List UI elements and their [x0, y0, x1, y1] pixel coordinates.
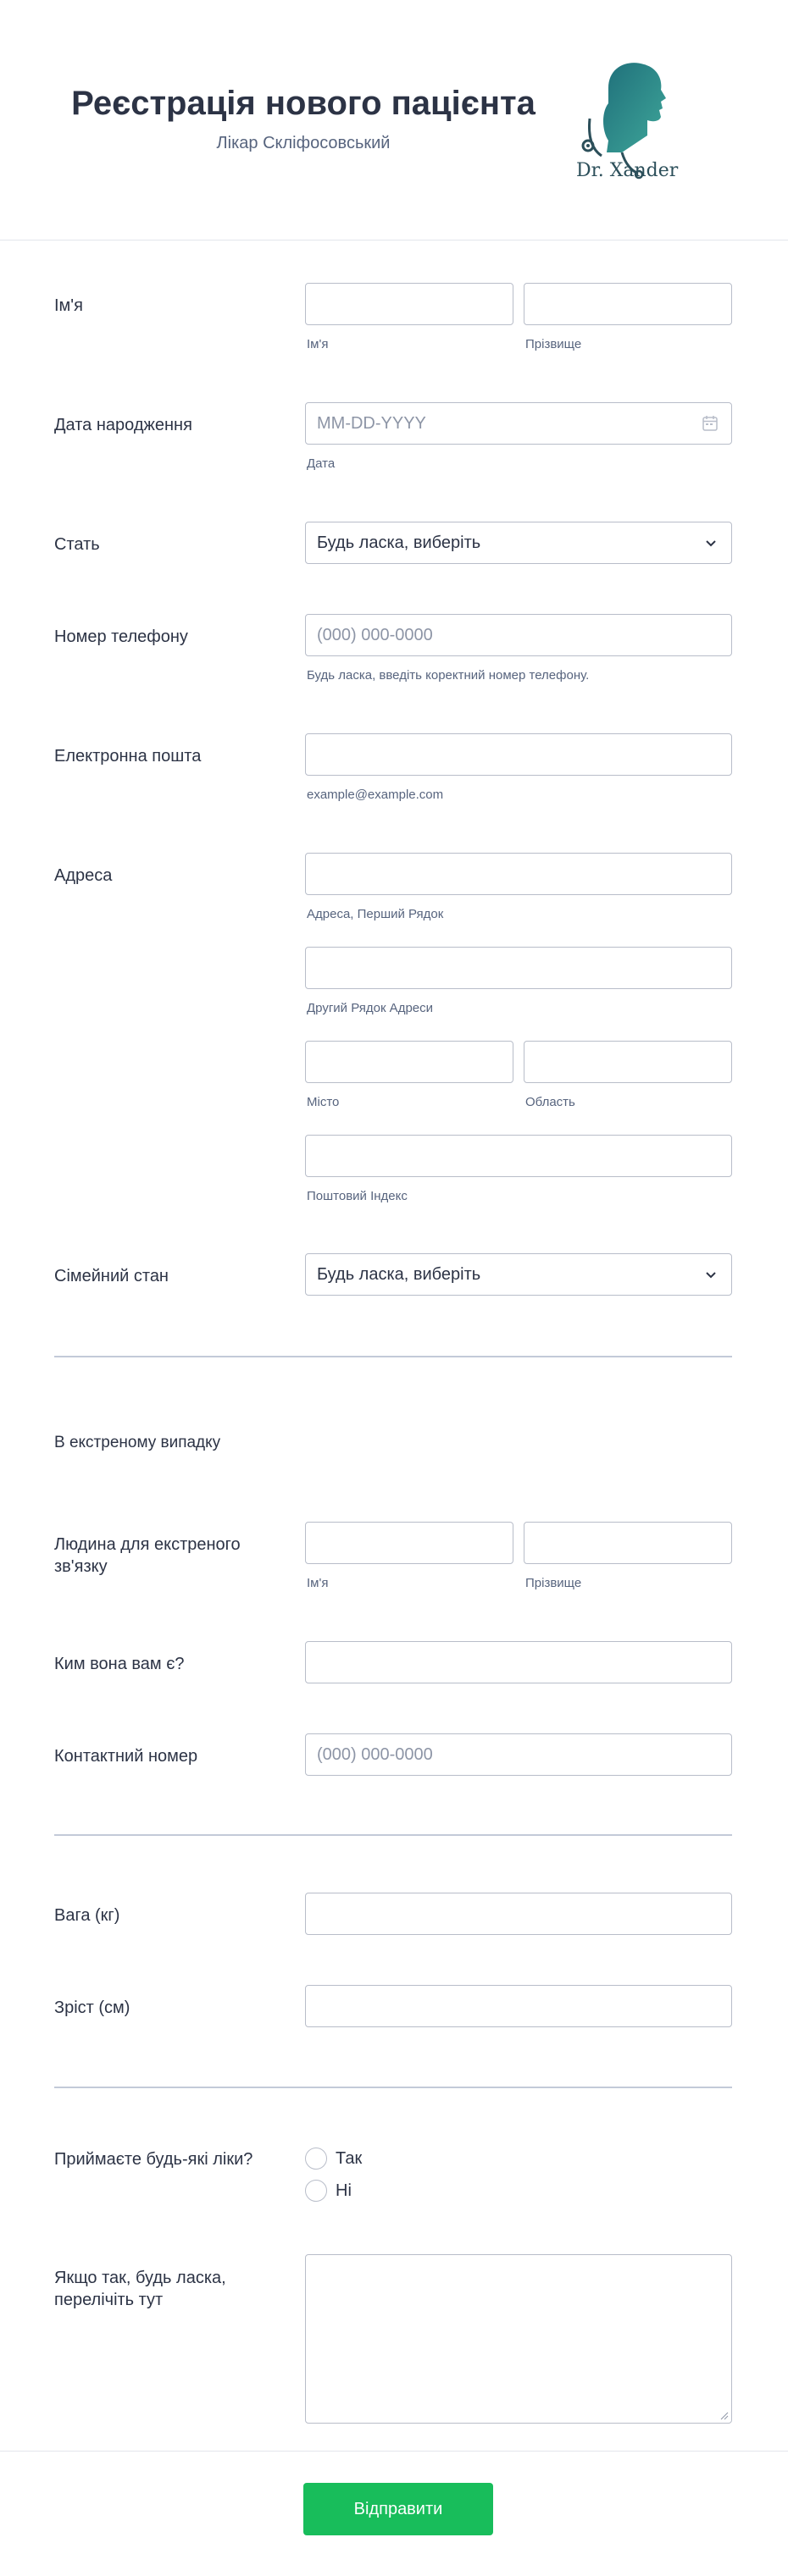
last-name-input[interactable] [524, 283, 732, 325]
chevron-down-icon [702, 1266, 719, 1283]
phone-input[interactable] [305, 614, 732, 656]
region-input[interactable] [524, 1041, 732, 1083]
medication-no-label[interactable]: Ні [336, 2181, 352, 2200]
phone-label: Номер телефону [54, 627, 188, 646]
address-line1-sublabel: Адреса, Перший Рядок [307, 907, 444, 921]
first-name-sublabel: Ім'я [307, 337, 329, 351]
region-sublabel: Область [525, 1095, 575, 1109]
phone-placeholder: (000) 000-0000 [317, 626, 433, 644]
marital-select-value: Будь ласка, виберіть [317, 1265, 481, 1284]
resize-grip-icon[interactable] [719, 2410, 729, 2420]
city-input[interactable] [305, 1041, 513, 1083]
name-label: Ім'я [54, 296, 83, 315]
birth-date-label: Дата народження [54, 416, 192, 434]
birth-date-sublabel: Дата [307, 456, 336, 471]
submit-button[interactable]: Відправити [303, 2483, 493, 2535]
weight-input[interactable] [305, 1893, 732, 1935]
relation-label: Ким вона вам є? [54, 1655, 185, 1673]
marital-select[interactable] [305, 1253, 732, 1296]
city-sublabel: Місто [307, 1095, 340, 1109]
logo-wordmark: Dr. Xander [576, 160, 679, 181]
form-header [0, 0, 788, 240]
first-name-input[interactable] [305, 283, 513, 325]
emergency-first-name-sublabel: Ім'я [307, 1576, 329, 1590]
emergency-phone-input[interactable] [305, 1733, 732, 1776]
email-sublabel: example@example.com [307, 788, 444, 802]
height-label: Зріст (см) [54, 1998, 130, 2017]
page-subtitle: Лікар Скліфосовський [216, 134, 391, 152]
medication-yes-radio[interactable] [305, 2148, 327, 2170]
medication-list-textarea[interactable] [305, 2254, 732, 2424]
address-line2-input[interactable] [305, 947, 732, 989]
doctor-logo-icon [576, 58, 734, 186]
birth-date-input[interactable] [305, 402, 732, 445]
gender-label: Стать [54, 535, 100, 554]
emergency-last-name-input[interactable] [524, 1522, 732, 1564]
zip-sublabel: Поштовий Індекс [307, 1189, 408, 1203]
medication-yes-label[interactable]: Так [336, 2149, 363, 2168]
medication-no-radio[interactable] [305, 2180, 327, 2202]
chevron-down-icon [702, 534, 719, 551]
calendar-icon[interactable] [701, 414, 719, 433]
zip-input[interactable] [305, 1135, 732, 1177]
gender-select-value: Будь ласка, виберіть [317, 533, 481, 552]
gender-select[interactable] [305, 522, 732, 564]
weight-label: Вага (кг) [54, 1906, 120, 1925]
page-title: Реєстрація нового пацієнта [71, 85, 536, 122]
address-line2-sublabel: Другий Рядок Адреси [307, 1001, 434, 1015]
emergency-first-name-input[interactable] [305, 1522, 513, 1564]
medication-list-label: Якщо так, будь ласка, перелічіть тут [54, 2269, 226, 2309]
phone-sublabel: Будь ласка, введіть коректний номер телефону. [307, 668, 590, 683]
medication-label: Приймаєте будь-які ліки? [54, 2150, 253, 2169]
marital-label: Сімейний стан [54, 1267, 169, 1285]
section-divider [54, 2087, 732, 2088]
address-label: Адреса [54, 866, 113, 885]
email-label: Електронна пошта [54, 747, 202, 766]
address-line1-input[interactable] [305, 853, 732, 895]
emergency-phone-label: Контактний номер [54, 1747, 198, 1766]
last-name-sublabel: Прізвище [525, 337, 582, 351]
section-divider [54, 1356, 732, 1357]
birth-date-placeholder: MM-DD-YYYY [317, 414, 426, 433]
emergency-section-title: В екстреному випадку [54, 1434, 221, 1451]
emergency-contact-label: Людина для екстреного зв'язку [54, 1535, 241, 1576]
emergency-phone-placeholder: (000) 000-0000 [317, 1745, 433, 1764]
section-divider [54, 1834, 732, 1836]
height-input[interactable] [305, 1985, 732, 2027]
email-input[interactable] [305, 733, 732, 776]
relation-input[interactable] [305, 1641, 732, 1683]
emergency-last-name-sublabel: Прізвище [525, 1576, 582, 1590]
